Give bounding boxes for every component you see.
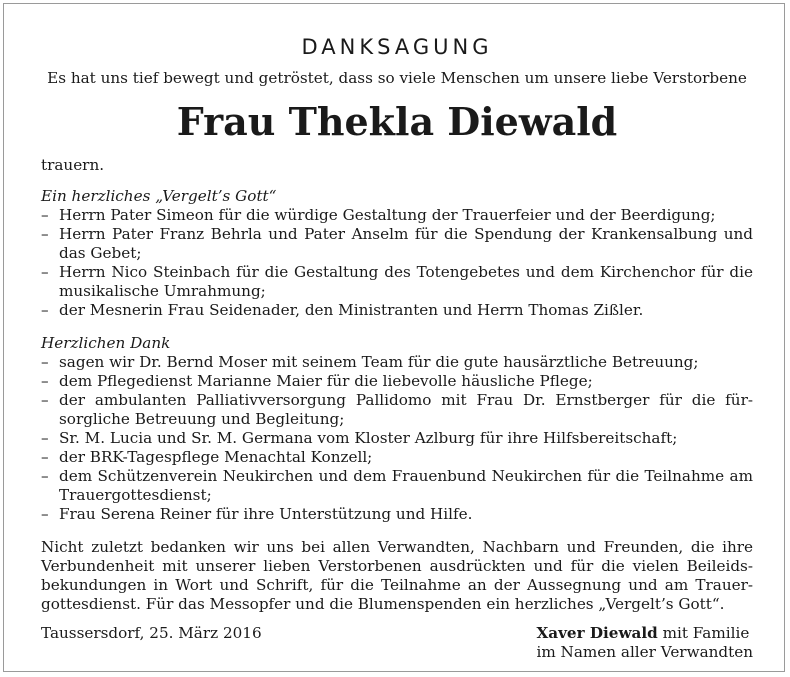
list-item bbox=[41, 448, 753, 467]
herzlichen-dank-list bbox=[41, 353, 753, 524]
dash-marker: – bbox=[41, 372, 49, 390]
list-item bbox=[41, 467, 753, 505]
list-item-text: sagen wir Dr. Bernd Moser mit seinem Team für die gute hausärztliche Betreuung; bbox=[59, 353, 699, 371]
dash-marker: – bbox=[41, 263, 49, 281]
list-item-text: Herrn Pater Simeon für die würdige Gestaltung der Trauerfeier und der Beerdigung; bbox=[59, 206, 716, 224]
closing-paragraph: Nicht zuletzt bedanken wir uns bei allen Verwandten, Nachbarn und Freunden, die ihre Verbundenheit mit unserer lieben Verstorbenen ausdrückten und für die vielen Beileidsbekundungen in Wort und Schrift, für die Teilnahme an der Aussegnung und am Trauergottesdienst. Für das Messopfer und die Blumenspenden ein herzliches „Vergelt’s Gott“. bbox=[41, 538, 753, 613]
list-item bbox=[41, 206, 753, 225]
list-item-text: dem Schützenverein Neukirchen und dem Frauenbund Neukirchen für die Teilnahme am Trauergottesdienst; bbox=[59, 467, 753, 504]
list-item-text: dem Pflegedienst Marianne Maier für die liebevolle häusliche Pflege; bbox=[59, 372, 593, 390]
vergelts-gott-list bbox=[41, 206, 753, 320]
dash-marker: – bbox=[41, 429, 49, 447]
list-item bbox=[41, 429, 753, 448]
list-item bbox=[41, 372, 753, 391]
list-item-text: der BRK-Tagespflege Menachtal Konzell; bbox=[59, 448, 373, 466]
list-item-text: Sr. M. Lucia und Sr. M. Germana vom Kloster Azlburg für ihre Hilfsbereitschaft; bbox=[59, 429, 678, 447]
signature-line-2: im Namen aller Verwandten bbox=[536, 643, 753, 661]
section-vergelts-gott-title: Ein herzliches „Vergelt’s Gott“ bbox=[41, 187, 277, 205]
signature-block bbox=[536, 624, 753, 662]
list-item-text: Herrn Nico Steinbach für die Gestaltung des Totengebetes und dem Kirchenchor für die musikalische Umrahmung; bbox=[59, 263, 753, 300]
place-date: Taussersdorf, 25. März 2016 bbox=[41, 624, 262, 642]
intro-text: Es hat uns tief bewegt und getröstet, dass so viele Menschen um unsere liebe Verstorbene bbox=[47, 69, 747, 87]
section-herzlichen-dank-title: Herzlichen Dank bbox=[41, 334, 171, 352]
list-item-text: der Mesnerin Frau Seidenader, den Ministranten und Herrn Thomas Zißler. bbox=[59, 301, 644, 319]
dash-marker: – bbox=[41, 448, 49, 466]
dash-marker: – bbox=[41, 301, 49, 319]
list-item bbox=[41, 301, 753, 320]
trauern-text: trauern. bbox=[41, 156, 105, 174]
notice-footer bbox=[41, 624, 753, 662]
notice-heading: DANKSAGUNG bbox=[301, 35, 493, 59]
signer-suffix: mit Familie bbox=[657, 624, 750, 642]
dash-marker: – bbox=[41, 505, 49, 523]
signer-name: Xaver Diewald bbox=[536, 624, 658, 642]
list-item-text: Frau Serena Reiner für ihre Unterstützung und Hilfe. bbox=[59, 505, 473, 523]
list-item bbox=[41, 263, 753, 301]
dash-marker: – bbox=[41, 206, 49, 224]
notice-content bbox=[41, 34, 753, 662]
list-item bbox=[41, 391, 753, 429]
dash-marker: – bbox=[41, 225, 49, 243]
deceased-name: Frau Thekla Diewald bbox=[176, 99, 618, 144]
dash-marker: – bbox=[41, 353, 49, 371]
list-item-text: Herrn Pater Franz Behrla und Pater Anselm für die Spendung der Krankensalbung und das Gebet; bbox=[59, 225, 753, 262]
signature-line-1 bbox=[536, 624, 753, 643]
list-item bbox=[41, 225, 753, 263]
dash-marker: – bbox=[41, 391, 49, 409]
list-item bbox=[41, 353, 753, 372]
dash-marker: – bbox=[41, 467, 49, 485]
list-item-text: der ambulanten Palliativversorgung Pallidomo mit Frau Dr. Ernstberger für die fürsorgliche Betreuung und Begleitung; bbox=[59, 391, 753, 428]
list-item bbox=[41, 505, 753, 524]
